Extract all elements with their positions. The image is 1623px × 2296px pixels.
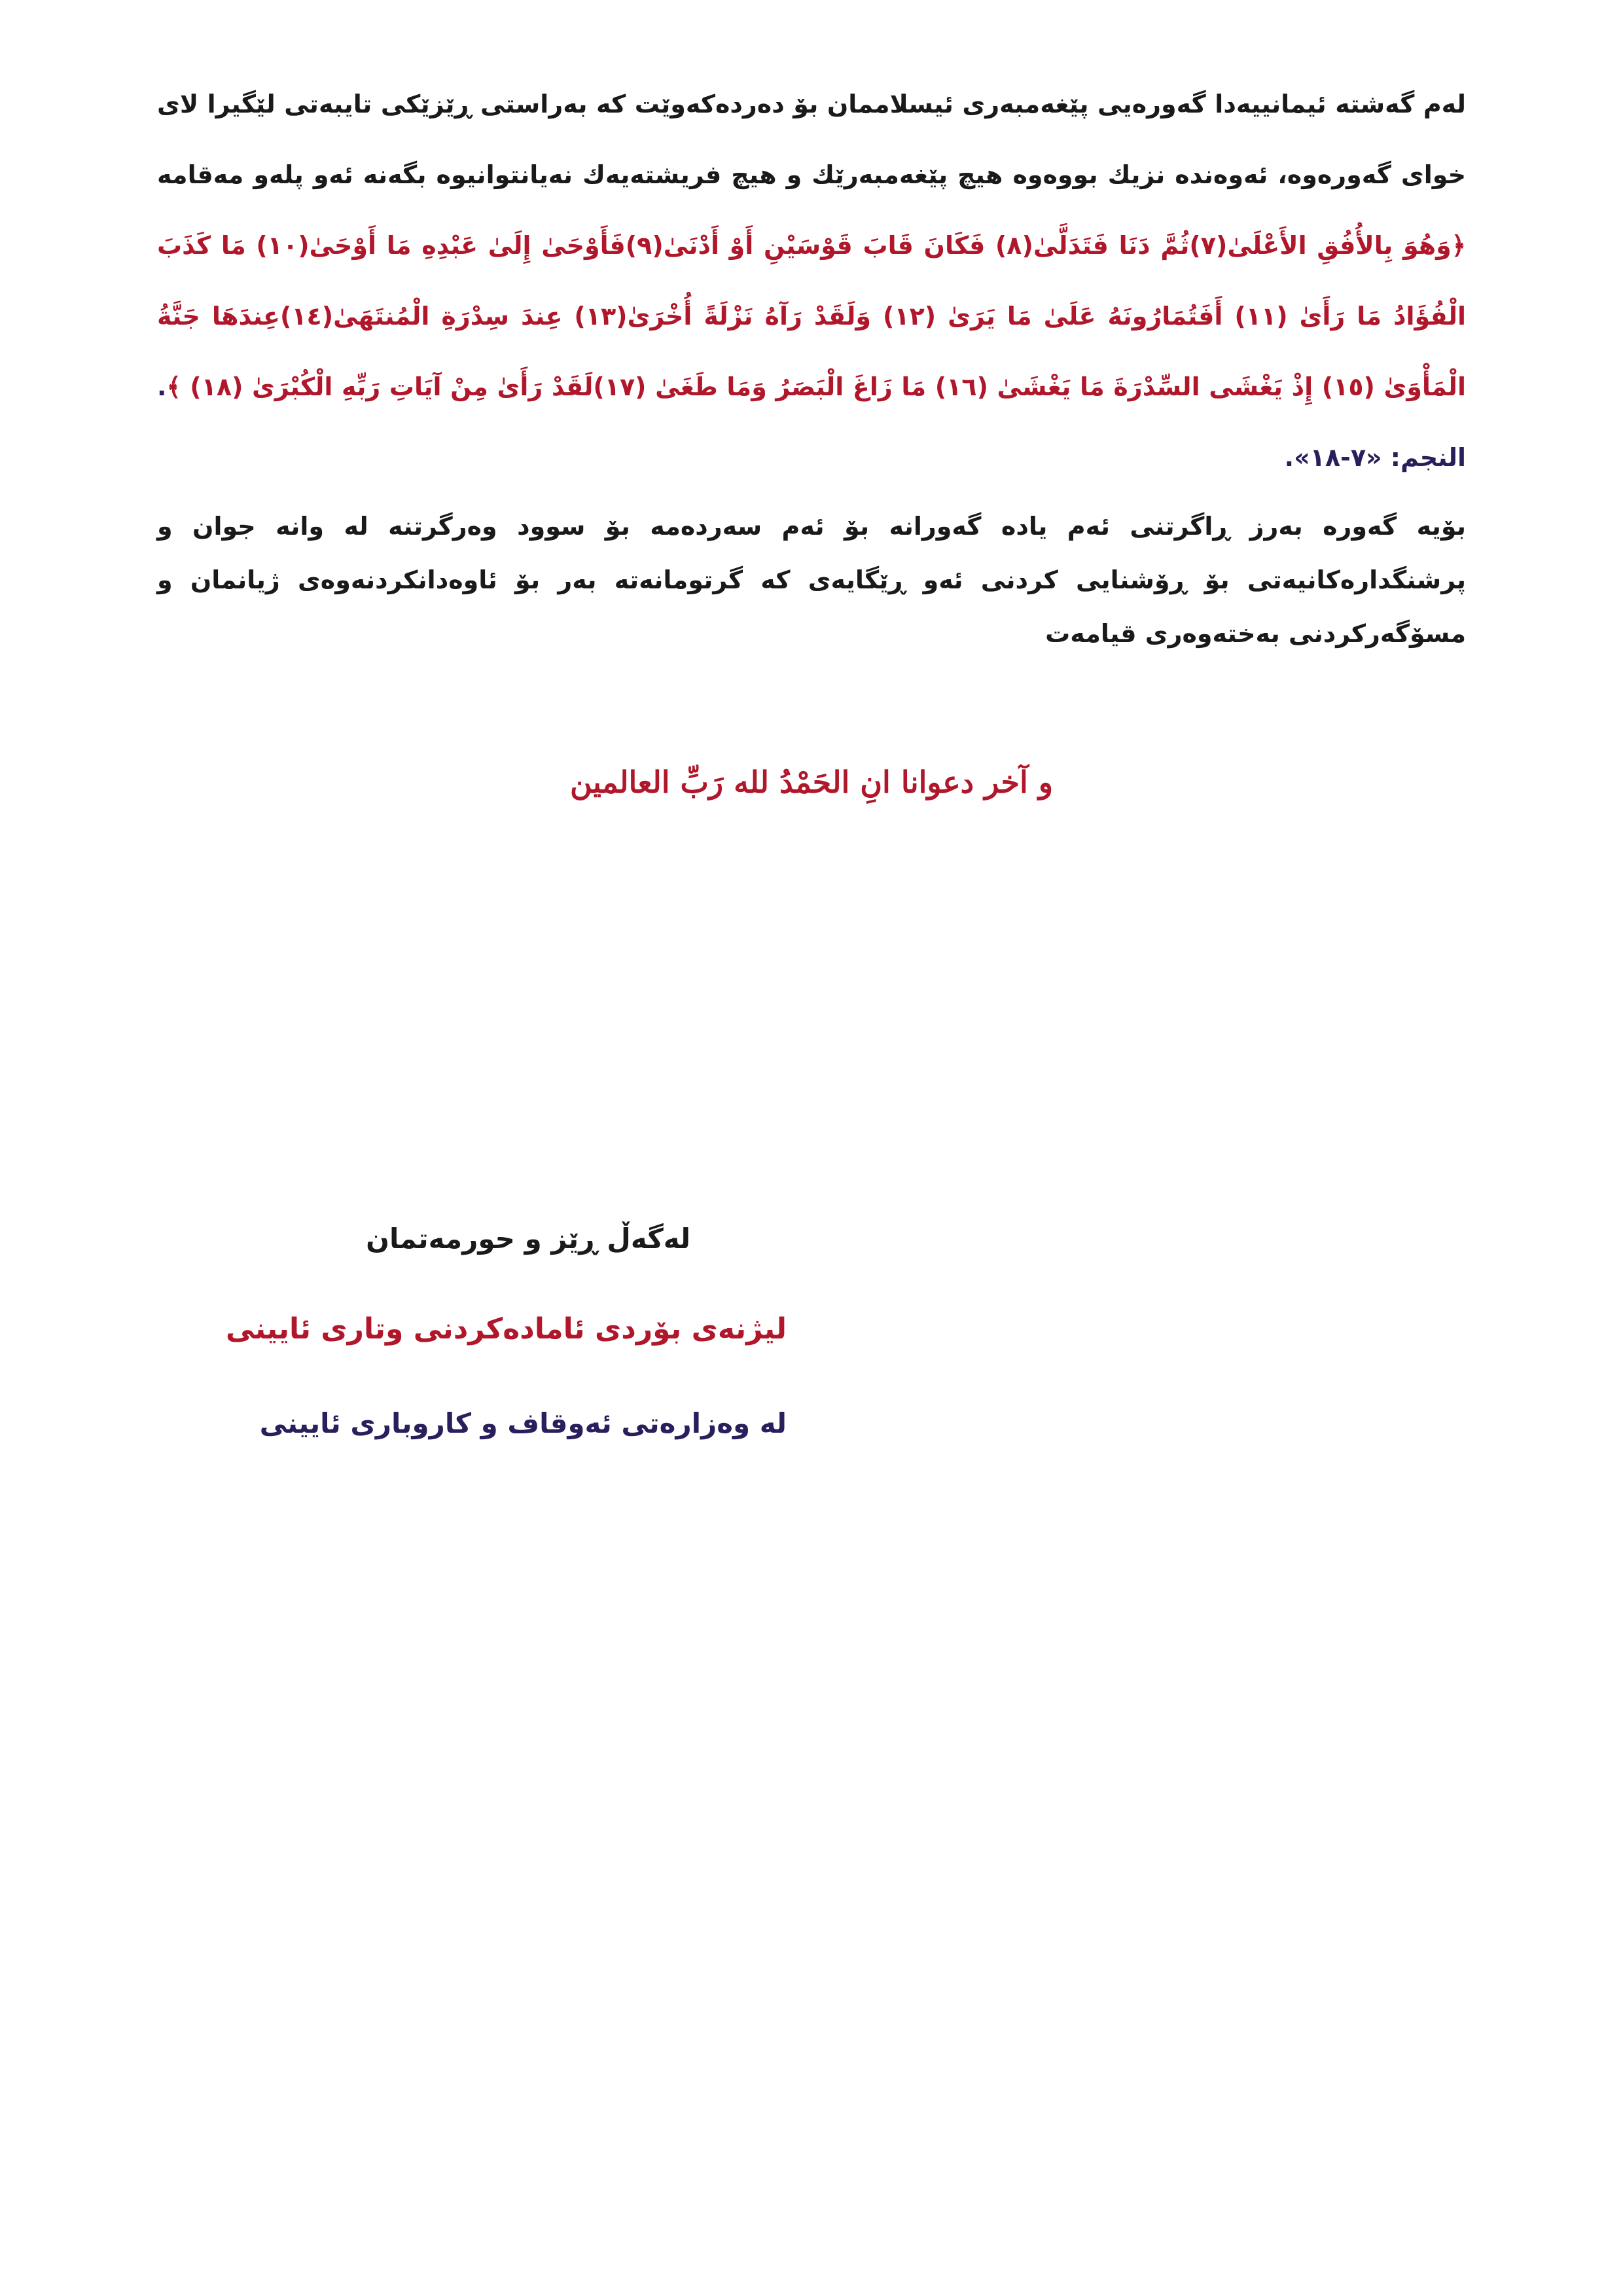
quran-verse: ﴿وَهُوَ بِالأُفُقِ الأَعْلَىٰ(٧)ثُمَّ دَنَا فَتَدَلَّىٰ(٨) فَكَانَ قَابَ قَوْسَيْنِ أَوْ أَدْنَىٰ(٩)فَأَوْحَىٰ إِلَىٰ عَبْدِهِ مَا أَوْحَىٰ(١٠) مَا كَذَبَ الْفُؤَادُ مَا رَأَىٰ (١١) أَفَتُمَارُونَهُ عَلَىٰ مَا يَرَىٰ (١٢) وَلَقَدْ رَآهُ نَزْلَةً أُخْرَىٰ(١٣) عِندَ سِدْرَةِ الْمُنتَهَىٰ(١٤)عِندَهَا جَنَّةُ الْمَأْوَىٰ (١٥) إِذْ يَغْشَى السِّدْرَةَ مَا يَغْشَىٰ (١٦) مَا زَاغَ الْبَصَرُ وَمَا طَغَىٰ (١٧)لَقَدْ رَأَىٰ مِنْ آيَاتِ رَبِّهِ الْكُبْرَىٰ (١٨) ﴾ <box>157 231 1467 401</box>
body-text <box>157 69 1466 660</box>
paragraph-conclusion: بۆیە گەورە بەرز ڕاگرتنی ئەم یادە گەورانە بۆ ئەم سەردەمە بۆ سوود وەرگرتنە لە وانە جوان و پرشنگدارەکانیەتی بۆ ڕۆشنایی کردنی ئەو ڕێگایەی کە گرتومانەتە بەر بۆ ئاوەدانکردنەوەی ژیانمان و مسۆگەرکردنی بەختەوەری قیامەت <box>157 512 1466 648</box>
closing-prayer: و آخر دعوانا انِ الحَمْدُ لله رَبِّ العالمين <box>570 764 1053 800</box>
verse-reference: . النجم: «٧-١٨». <box>157 372 1466 472</box>
signature-greeting: لەگەڵ ڕێز و حورمەتمان <box>366 1223 690 1255</box>
paragraph-intro <box>157 69 1466 493</box>
signature-committee: لیژنەی بۆردی ئامادەکردنی وتاری ئایینی <box>226 1312 787 1346</box>
signature-ministry: لە وەزارەتی ئەوقاف و کاروباری ئایینی <box>259 1407 787 1439</box>
intro-text: لەم گەشتە ئیمانییەدا گەورەیی پێغەمبەری ئیسلاممان بۆ دەردەکەوێت کە بەراستی ڕێزێکی تایبەتی لێگیرا لای خوای گەورەوە، ئەوەندە نزیك بووەوە هیچ پێغەمبەرێك و هیچ فریشتەیەك نەیانتوانیوە بگەنە ئەو پلەو مەقامە <box>157 90 1466 189</box>
